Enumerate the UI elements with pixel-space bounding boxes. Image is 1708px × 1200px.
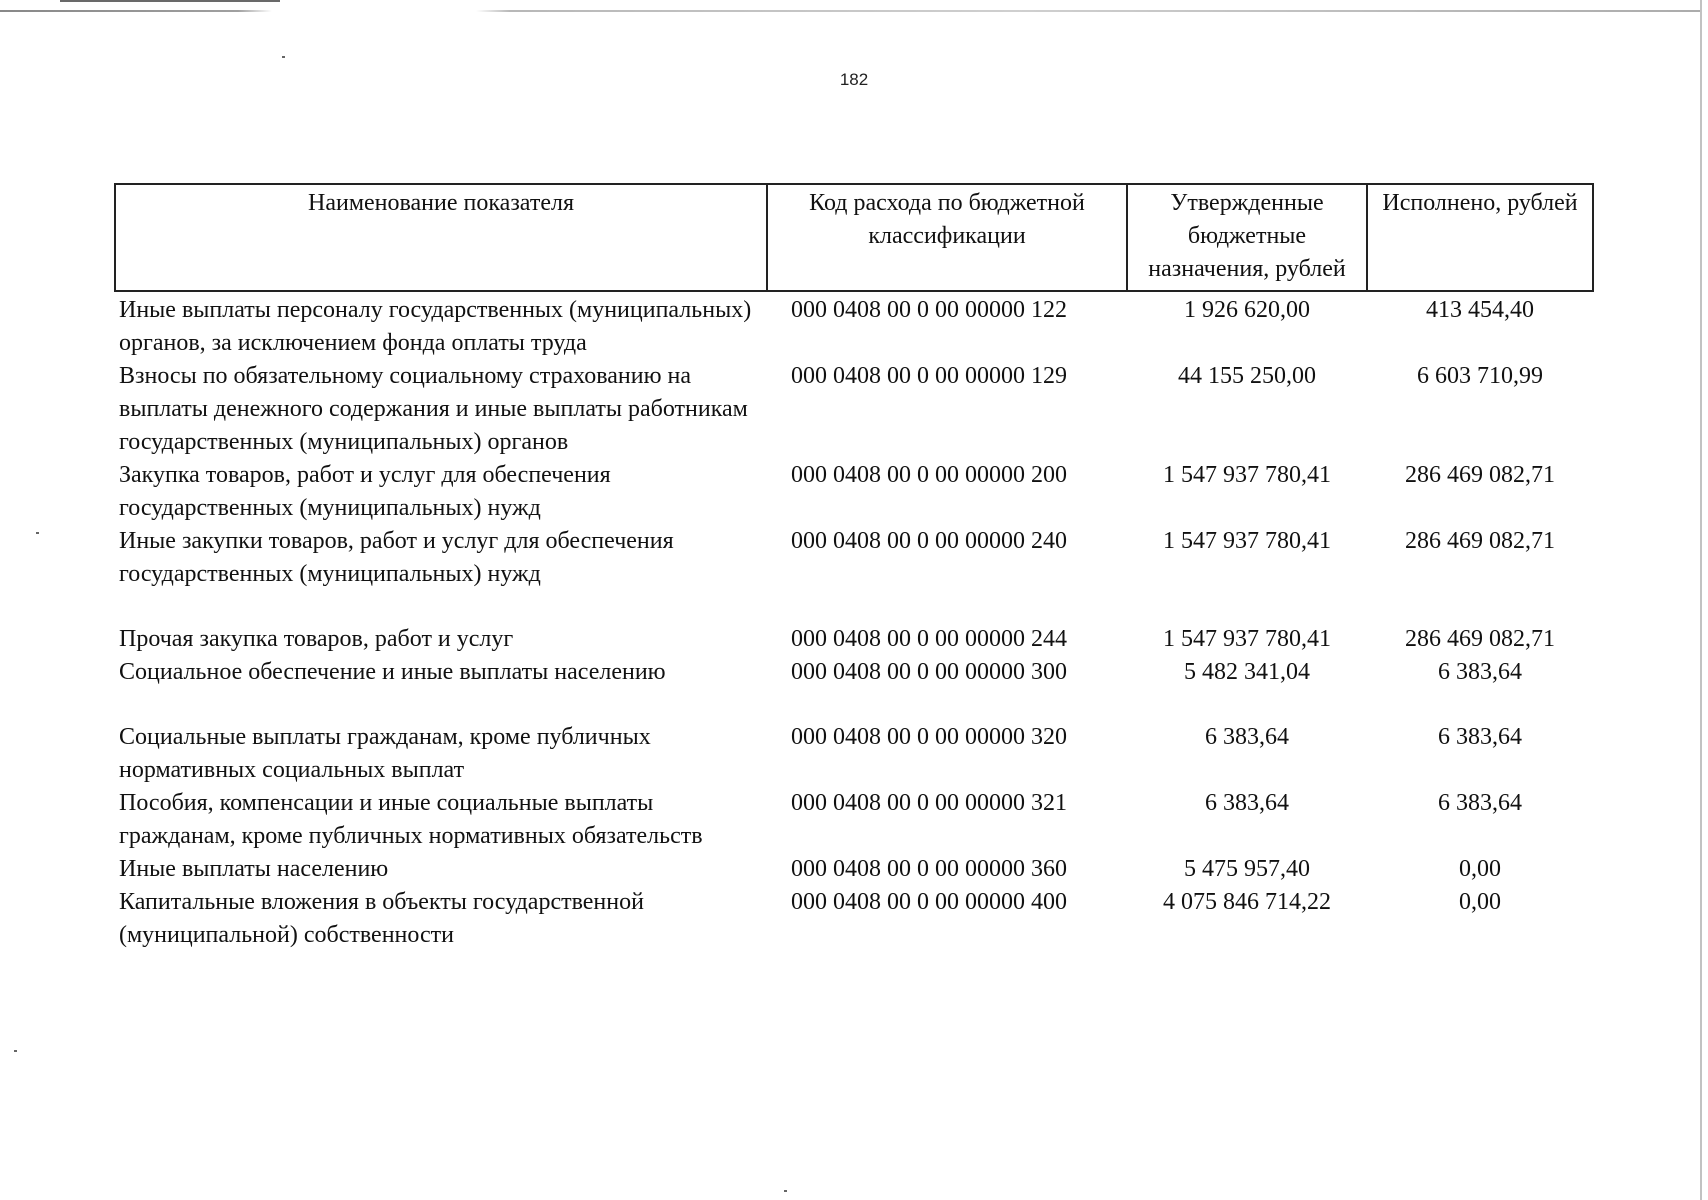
row-executed-amount: 0,00	[1459, 889, 1501, 915]
scan-speck	[784, 1190, 787, 1192]
row-indicator-name: Пособия, компенсации и иные социальные выплаты гражданам, кроме публичных нормативных обязательств	[119, 790, 703, 849]
table-row	[115, 853, 1593, 886]
row-executed-amount: 6 383,64	[1438, 790, 1522, 816]
row-planned-amount: 6 383,64	[1205, 790, 1289, 816]
row-planned-amount: 4 075 846 714,22	[1163, 889, 1331, 915]
table-row	[115, 525, 1593, 591]
row-classification-code: 000 0408 00 0 00 00000 320	[791, 724, 1067, 750]
page-number: 182	[839, 70, 869, 89]
scan-artifact-top	[0, 10, 1700, 12]
row-classification-code: 000 0408 00 0 00 00000 200	[791, 462, 1067, 488]
row-planned-amount: 5 475 957,40	[1184, 856, 1310, 882]
row-classification-code: 000 0408 00 0 00 00000 400	[791, 889, 1067, 915]
row-planned-amount: 1 547 937 780,41	[1163, 528, 1331, 554]
row-indicator-name: Закупка товаров, работ и услуг для обеспечения государственных (муниципальных) нужд	[119, 462, 611, 521]
row-executed-amount: 6 603 710,99	[1417, 363, 1543, 389]
row-planned-amount: 6 383,64	[1205, 724, 1289, 750]
row-planned-amount: 1 547 937 780,41	[1163, 626, 1331, 652]
table-row	[115, 459, 1593, 525]
row-executed-amount: 413 454,40	[1426, 297, 1534, 323]
scan-artifact-top-left	[60, 0, 280, 2]
scan-speck	[282, 56, 285, 58]
scan-speck	[14, 1050, 17, 1052]
row-classification-code: 000 0408 00 0 00 00000 129	[791, 363, 1067, 389]
header-classification-code: Код расхода по бюджетной классификации	[767, 184, 1127, 291]
row-executed-amount: 0,00	[1459, 856, 1501, 882]
row-indicator-name: Иные выплаты населению	[119, 856, 389, 882]
row-indicator-name: Социальное обеспечение и иные выплаты населению	[119, 659, 666, 685]
header-executed-amount: Исполнено, рублей	[1367, 184, 1593, 291]
row-classification-code: 000 0408 00 0 00 00000 244	[791, 626, 1067, 652]
row-planned-amount: 1 547 937 780,41	[1163, 462, 1331, 488]
table-row	[115, 656, 1593, 689]
row-indicator-name: Иные закупки товаров, работ и услуг для обеспечения государственных (муниципальных) нужд	[119, 528, 674, 587]
row-classification-code: 000 0408 00 0 00 00000 122	[791, 297, 1067, 323]
row-executed-amount: 6 383,64	[1438, 724, 1522, 750]
table-row	[115, 886, 1593, 952]
row-planned-amount: 1 926 620,00	[1184, 297, 1310, 323]
row-indicator-name: Прочая закупка товаров, работ и услуг	[119, 626, 514, 652]
row-classification-code: 000 0408 00 0 00 00000 240	[791, 528, 1067, 554]
row-executed-amount: 286 469 082,71	[1405, 462, 1555, 488]
table-row	[115, 291, 1593, 360]
header-indicator-name: Наименование показателя	[115, 184, 767, 291]
row-executed-amount: 286 469 082,71	[1405, 528, 1555, 554]
header-planned-amount: Утвержденные бюджетные назначения, рублей	[1127, 184, 1367, 291]
row-executed-amount: 286 469 082,71	[1405, 626, 1555, 652]
table-row	[115, 689, 1593, 787]
scan-speck	[36, 532, 39, 534]
row-planned-amount: 5 482 341,04	[1184, 659, 1310, 685]
row-classification-code: 000 0408 00 0 00 00000 300	[791, 659, 1067, 685]
row-indicator-name: Социальные выплаты гражданам, кроме публичных нормативных социальных выплат	[119, 724, 651, 783]
table-row	[115, 787, 1593, 853]
row-planned-amount: 44 155 250,00	[1178, 363, 1316, 389]
table-row	[115, 360, 1593, 459]
table-row	[115, 591, 1593, 656]
budget-execution-table	[114, 183, 1594, 952]
row-classification-code: 000 0408 00 0 00 00000 321	[791, 790, 1067, 816]
row-indicator-name: Иные выплаты персоналу государственных (муниципальных) органов, за исключением фонда оплаты труда	[119, 297, 752, 356]
table-header-row	[115, 184, 1593, 291]
row-indicator-name: Взносы по обязательному социальному страхованию на выплаты денежного содержания и иные выплаты работникам государственных (муниципальных) органов	[119, 363, 748, 455]
scan-artifact-right-edge	[1700, 0, 1702, 1200]
row-classification-code: 000 0408 00 0 00 00000 360	[791, 856, 1067, 882]
row-executed-amount: 6 383,64	[1438, 659, 1522, 685]
row-indicator-name: Капитальные вложения в объекты государственной (муниципальной) собственности	[119, 889, 644, 948]
